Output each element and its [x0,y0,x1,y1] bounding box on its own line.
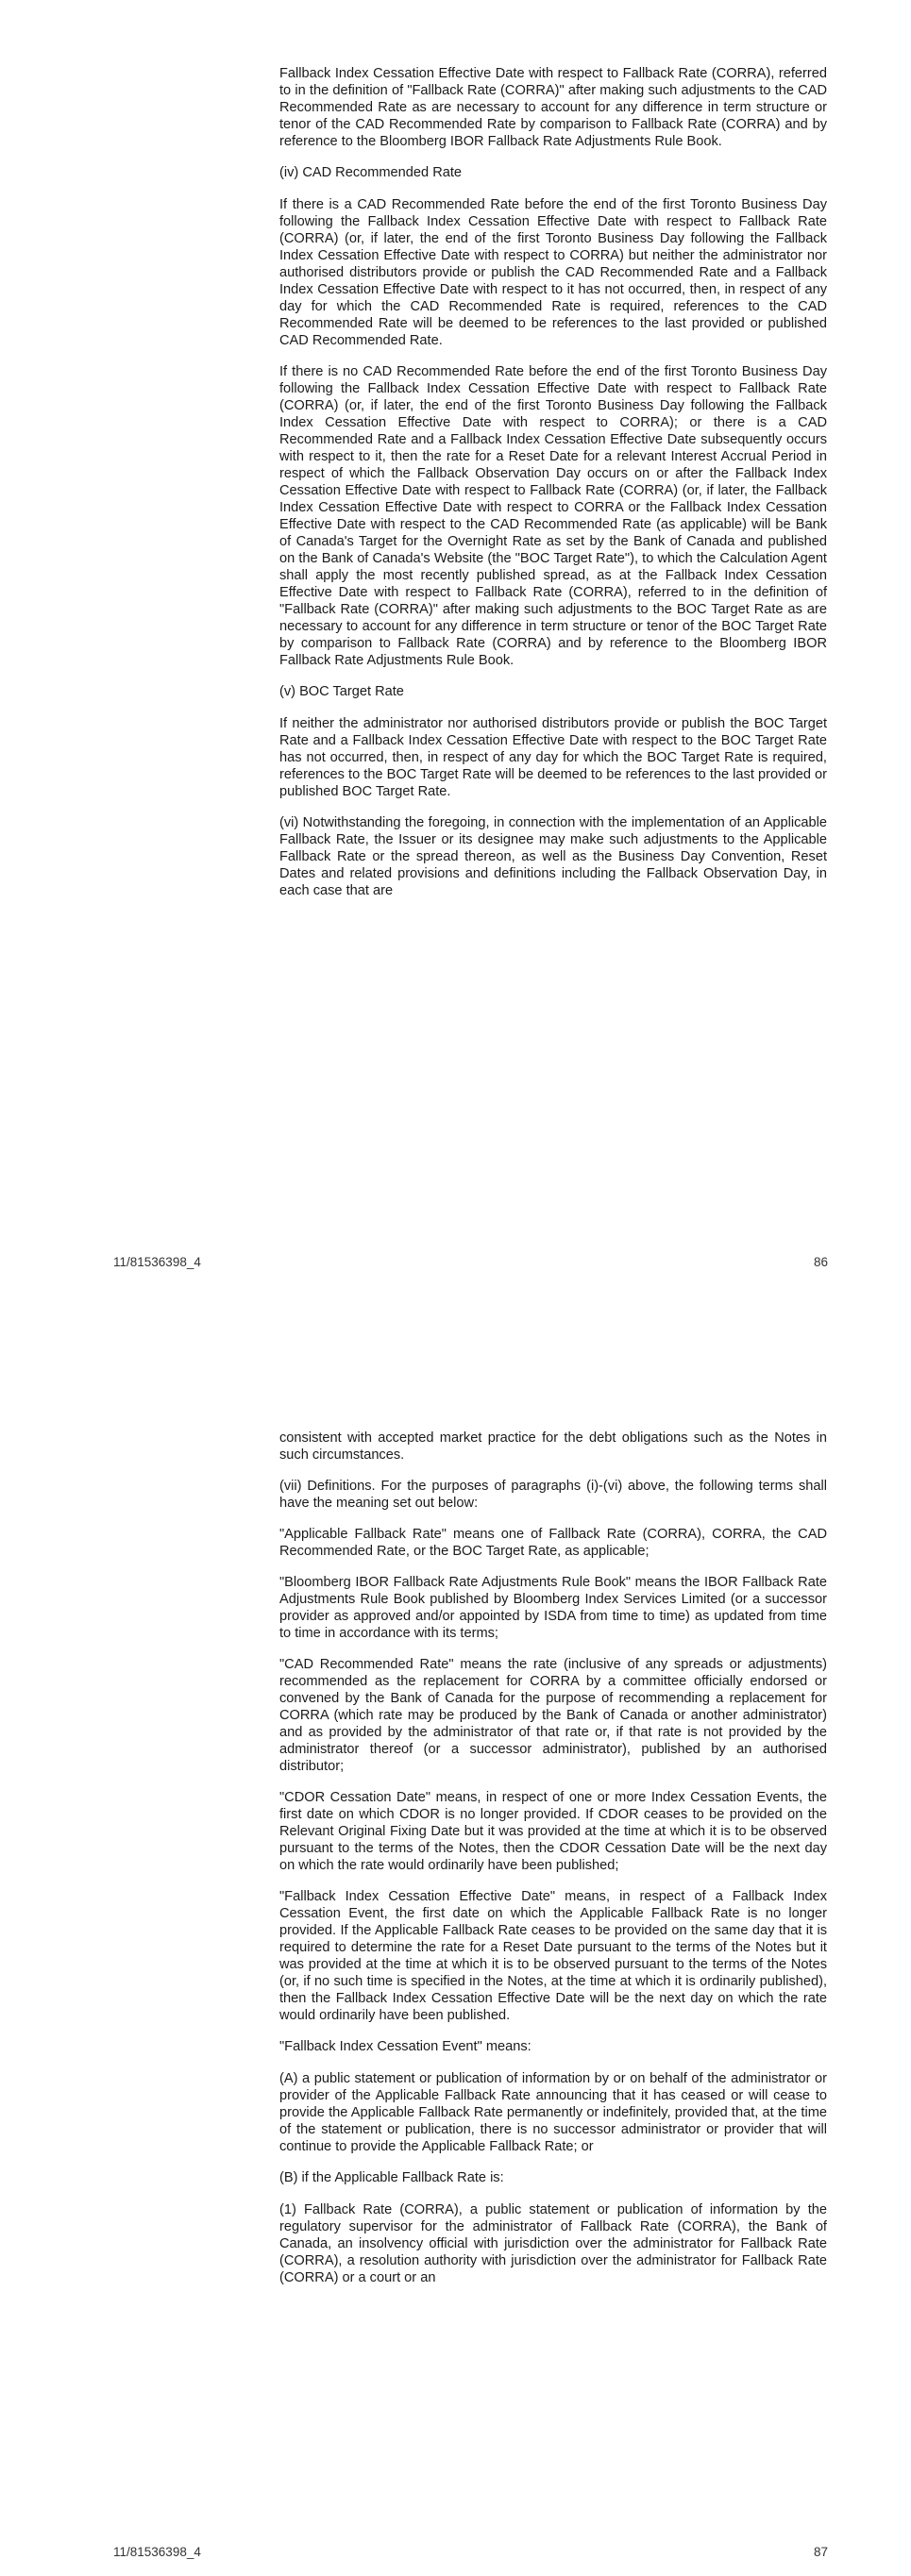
section-heading-iv: (iv) CAD Recommended Rate [279,165,463,180]
paragraph: If there is no CAD Recommended Rate before the end of the first Toronto Business Day following the Fallback Index Cessation Effective Date with respect to Fallback Rate (CORRA) (or, if later, the end of the first Toronto Business Day following the Fallback Index Cessation Effective Date with respect to CORRA); or there is a CAD Recommended Rate and a Fallback Index Cessation Effective Date subsequently occurs with respect to it, then the rate for a Reset Date for a relevant Interest Accrual Period in respect of which the Fallback Observation Day occurs on or after the Fallback Index Cessation Effective Date with respect to Fallback Rate (CORRA) (or, if later, the Fallback Index Cessation Effective Date with respect to CORRA or the Fallback Index Cessation Effective Date with respect to the CAD Recommended Rate (as applicable) will be Bank of Canada's Target for the Overnight Rate as set by the Bank of Canada and published on the Bank of Canada's Website (the "BOC Target Rate"), to which the Calculation Agent shall apply the most recently published spread, as at the Fallback Index Cessation Effective Date with respect to Fallback Rate (CORRA), referred to in the definition of "Fallback Rate (CORRA)" after making such adjustments to the BOC Target Rate as are necessary to account for any difference in term structure or tenor of the BOC Target Rate by comparison to Fallback Rate (CORRA) and by reference to the Bloomberg IBOR Fallback Rate Adjustments Rule Book. [279,364,827,668]
page-number: 86 [813,1255,828,1269]
definition-heading: "Fallback Index Cessation Event" means: [279,2039,531,2054]
definition-paragraph: "Fallback Index Cessation Effective Date" means, in respect of a Fallback Index Cessation Event, the first date on which the Applicable Fallback Rate is no longer provided. If the Applicable Fallback Rate ceases to be provided on the same day that it is required to determine the rate for a Reset Date pursuant to the terms of the Notes but it was provided at the time at which it is to be observed pursuant to the terms of the Notes (or, if no such time is specified in the Notes, at the time at which it is ordinarily published), then the Fallback Index Cessation Effective Date will be the next day on which the rate would ordinarily have been published. [279,1889,827,2023]
paragraph: (vi) Notwithstanding the foregoing, in connection with the implementation of an Applicable Fallback Rate, the Issuer or its designee may make such adjustments to the Applicable Fallback Rate or the spread thereon, as well as the Business Day Convention, Reset Dates and related provisions and definitions including the Fallback Observation Day, in each case that are [279,815,827,898]
definition-paragraph: "CAD Recommended Rate" means the rate (inclusive of any spreads or adjustments) recommended as the replacement for CORRA by a committee officially endorsed or convened by the Bank of Canada for the purpose of recommending a replacement for CORRA (which rate may be produced by the Bank of Canada or another administrator) and as provided by the administrator of that rate or, if that rate is not provided by the administrator thereof (or a successor administrator), published by an authorised distributor; [279,1657,827,1774]
definition-paragraph: "CDOR Cessation Date" means, in respect of one or more Index Cessation Events, the first date on which CDOR is no longer provided. If CDOR ceases to be provided on the Relevant Original Fixing Date but it was provided at the time at which it is to be observed pursuant to the terms of the Notes, then the CDOR Cessation Date will be the next day on which the rate would ordinarily have been published; [279,1790,827,1873]
page-body [279,1430,827,2300]
definition-paragraph: "Bloomberg IBOR Fallback Rate Adjustments Rule Book" means the IBOR Fallback Rate Adjustments Rule Book published by Bloomberg Index Services Limited (or a successor provider as approved and/or appointed by ISDA from time to time) as updated from time to time in accordance with its terms; [279,1575,827,1641]
paragraph: consistent with accepted market practice for the debt obligations such as the Notes in such circumstances. [279,1430,827,1463]
paragraph: (vii) Definitions. For the purposes of paragraphs (i)-(vi) above, the following terms shall have the meaning set out below: [279,1479,827,1511]
paragraph: (B) if the Applicable Fallback Rate is: [279,2170,504,2185]
paragraph: If there is a CAD Recommended Rate before the end of the first Toronto Business Day following the Fallback Index Cessation Effective Date with respect to Fallback Rate (CORRA) (or, if later, the end of the first Toronto Business Day following the Fallback Index Cessation Effective Date with respect to CORRA) but neither the administrator nor authorised distributors provide or publish the CAD Recommended Rate and a Fallback Index Cessation Effective Date with respect to it has not occurred, then, in respect of any day for which the CAD Recommended Rate is required, references to the CAD Recommended Rate will be deemed to be references to the last provided or published CAD Recommended Rate. [279,197,827,348]
paragraph: Fallback Index Cessation Effective Date with respect to Fallback Rate (CORRA), referred to in the definition of "Fallback Rate (CORRA)" after making such adjustments to the CAD Recommended Rate as are necessary to account for any difference in term structure or tenor of the CAD Recommended Rate by comparison to Fallback Rate (CORRA) and by reference to the Bloomberg IBOR Fallback Rate Adjustments Rule Book. [279,66,827,149]
page-body [279,65,827,913]
definition-paragraph: "Applicable Fallback Rate" means one of Fallback Rate (CORRA), CORRA, the CAD Recommended Rate, or the BOC Target Rate, as applicable; [279,1527,827,1559]
page-number: 87 [813,2545,828,2559]
section-heading-v: (v) BOC Target Rate [279,684,404,699]
paragraph: (A) a public statement or publication of information by or on behalf of the administrator or provider of the Applicable Fallback Rate announcing that it has ceased or will cease to provide the Applicable Fallback Rate permanently or indefinitely, provided that, at the time of the statement or publication, there is no successor administrator or provider that will continue to provide the Applicable Fallback Rate; or [279,2071,827,2154]
document-reference: 11/81536398_4 [113,2545,201,2559]
document-page-87 [0,1288,911,2576]
paragraph: (1) Fallback Rate (CORRA), a public statement or publication of information by the regulatory supervisor for the administrator of Fallback Rate (CORRA), the Bank of Canada, an insolvency official with jurisdiction over the administrator for Fallback Rate (CORRA), a resolution authority with jurisdiction over the administrator for Fallback Rate (CORRA) or a court or an [279,2202,827,2285]
document-reference: 11/81536398_4 [113,1255,201,1269]
paragraph: If neither the administrator nor authorised distributors provide or publish the BOC Target Rate and a Fallback Index Cessation Effective Date with respect to the BOC Target Rate has not occurred, then, in respect of any day for which the BOC Target Rate is required, references to the BOC Target Rate will be deemed to be references to the last provided or published BOC Target Rate. [279,716,827,799]
